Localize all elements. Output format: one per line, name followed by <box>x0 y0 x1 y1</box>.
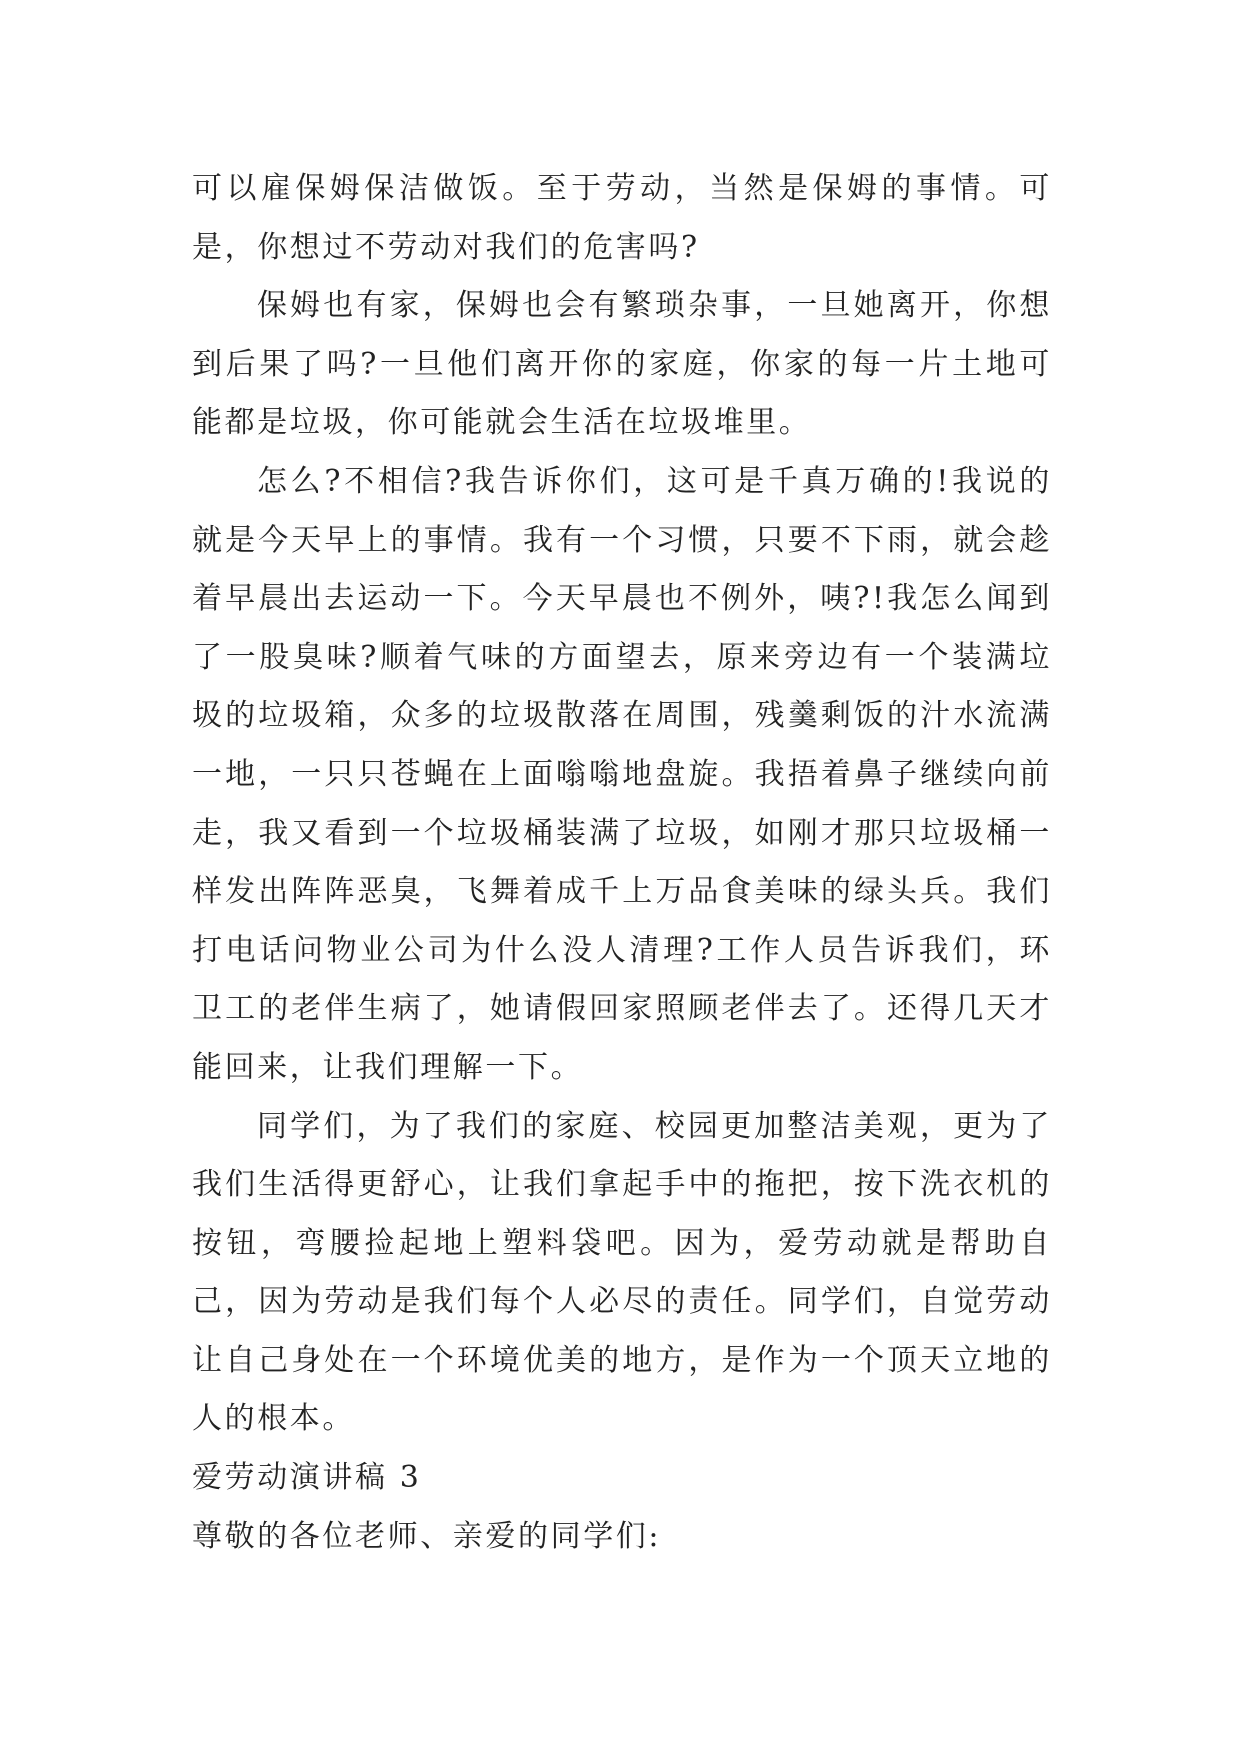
paragraph-morning-story: 怎么?不相信?我告诉你们，这可是千真万确的!我说的就是今天早上的事情。我有一个习惯，只要不下雨，就会趁着早晨出去运动一下。今天早晨也不例外，咦?!我怎么闻到了一股臭味?顺着气味的方面望去，原来旁边有一个装满垃圾的垃圾箱，众多的垃圾散落在周围，残羹剩饭的汁水流满一地，一只只苍蝇在上面嗡嗡地盘旋。我捂着鼻子继续向前走，我又看到一个垃圾桶装满了垃圾，如刚才那只垃圾桶一样发出阵阵恶臭，飞舞着成千上万品食美味的绿头兵。我们打电话问物业公司为什么没人清理?工作人员告诉我们，环卫工的老伴生病了，她请假回家照顾老伴去了。还得几天才能回来，让我们理解一下。 <box>192 463 1052 1085</box>
paragraph-continuation: 可以雇保姆保洁做饭。至于劳动，当然是保姆的事情。可是，你想过不劳动对我们的危害吗? <box>192 171 1052 265</box>
document-body <box>192 160 1052 1566</box>
paragraph-nanny: 保姆也有家，保姆也会有繁琐杂事，一旦她离开，你想到后果了吗?一旦他们离开你的家庭，你家的每一片土地可能都是垃圾，你可能就会生活在垃圾堆里。 <box>192 288 1052 441</box>
section-title: 爱劳动演讲稿 3 <box>192 1460 422 1496</box>
paragraph-call-to-action: 同学们，为了我们的家庭、校园更加整洁美观，更为了我们生活得更舒心，让我们拿起手中的拖把，按下洗衣机的按钮，弯腰捡起地上塑料袋吧。因为，爱劳动就是帮助自己，因为劳动是我们每个人必尽的责任。同学们，自觉劳动让自己身处在一个环境优美的地方，是作为一个顶天立地的人的根本。 <box>192 1108 1052 1437</box>
salutation: 尊敬的各位老师、亲爱的同学们: <box>192 1518 662 1554</box>
